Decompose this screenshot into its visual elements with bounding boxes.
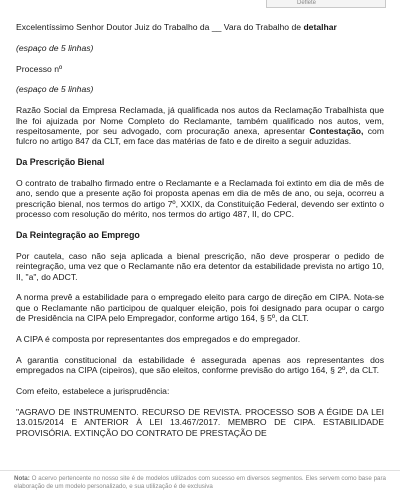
spacing-note-2: (espaço de 5 linhas) bbox=[16, 84, 94, 95]
heading-reintegracao: Da Reintegração ao Emprego bbox=[16, 230, 140, 241]
heading-prescricao: Da Prescrição Bienal bbox=[16, 157, 105, 168]
paragraph-cautela: Por cautela, caso não seja aplicada a bienal prescrição, não deve prosperar o pedido de reintegração, uma vez que o Reclamante não era detentor da estabilidade prevista no artigo 10, II, "a", do ADCT. bbox=[16, 250, 384, 282]
footer-label: Nota: bbox=[14, 475, 30, 482]
paragraph-quote: "AGRAVO DE INSTRUMENTO. RECURSO DE REVISTA. PROCESSO SOB A ÉGIDE DA LEI 13.015/2014 E ANTERIOR À LEI 13.467/2017. MEMBRO DE CIPA. ESTABILIDADE PROVISÓRIA. EXTINÇÃO DO CONTRATO DE PRESTAÇÃO DE bbox=[16, 406, 384, 438]
top-tab[interactable]: Deflete bbox=[266, 0, 386, 8]
intro-bold: Contestação, bbox=[309, 126, 364, 136]
salutation-bold: detalhar bbox=[303, 22, 337, 32]
salutation: Excelentíssimo Senhor Doutor Juiz do Trabalho da __ Vara do Trabalho de detalhar bbox=[16, 22, 337, 32]
paragraph-prescricao: O contrato de trabalho firmado entre o Reclamante e a Reclamada foi extinto em dia de mês de ano, sendo que a presente ação foi proposta apenas em dia de mês de ano, ou seja, ocorreu a prescrição bienal, nos termos do artigo 7º, XXIX, da Constituição Federal, devendo ser extinto o processo com resolução do mérito, nos termos do artigo 487, II, do CPC. bbox=[16, 178, 384, 220]
paragraph-efeito: Com efeito, estabelece a jurisprudência: bbox=[16, 386, 170, 397]
paragraph-norma: A norma prevê a estabilidade para o empregado eleito para cargo de direção em CIPA. Nota-se que o Reclamante não participou de qualquer eleição, pois foi designado para ocupar o cargo de Presidência na CIPA pelo Empregador, conforme artigo 164, § 5º, da CLT. bbox=[16, 292, 384, 324]
paragraph-garantia: A garantia constitucional da estabilidade é assegurada apenas aos representantes dos empregados na CIPA (cipeiros), que são eleitos, conforme previsão do artigo 164, § 2º, da CLT. bbox=[16, 354, 384, 376]
document-body bbox=[16, 22, 384, 448]
footer-text: O acervo pertencente no nosso site é de modelos utilizados com sucesso em diversos segmentos. Eles servem como base para elaboração de um modelo personalizado, e sua utilização é de exclusiva bbox=[14, 475, 386, 490]
paragraph-cipa: A CIPA é composta por representantes dos empregados e do empregador. bbox=[16, 334, 301, 345]
fade-overlay bbox=[0, 460, 400, 470]
footer-note bbox=[0, 470, 400, 500]
spacing-note-1: (espaço de 5 linhas) bbox=[16, 42, 94, 53]
processo-number: Processo nº bbox=[16, 63, 63, 74]
intro-paragraph: Razão Social da Empresa Reclamada, já qualificada nos autos da Reclamação Trabalhista que lhe foi ajuizada por Nome Completo do Reclamante, também qualificado nos autos, vem, respeitosamente, por seu advogado, com procuração anexa, apresentar Contestação, com fulcro no artigo 847 da CLT, em face das matérias de fato e de direito a seguir aduzidas. bbox=[16, 105, 384, 147]
